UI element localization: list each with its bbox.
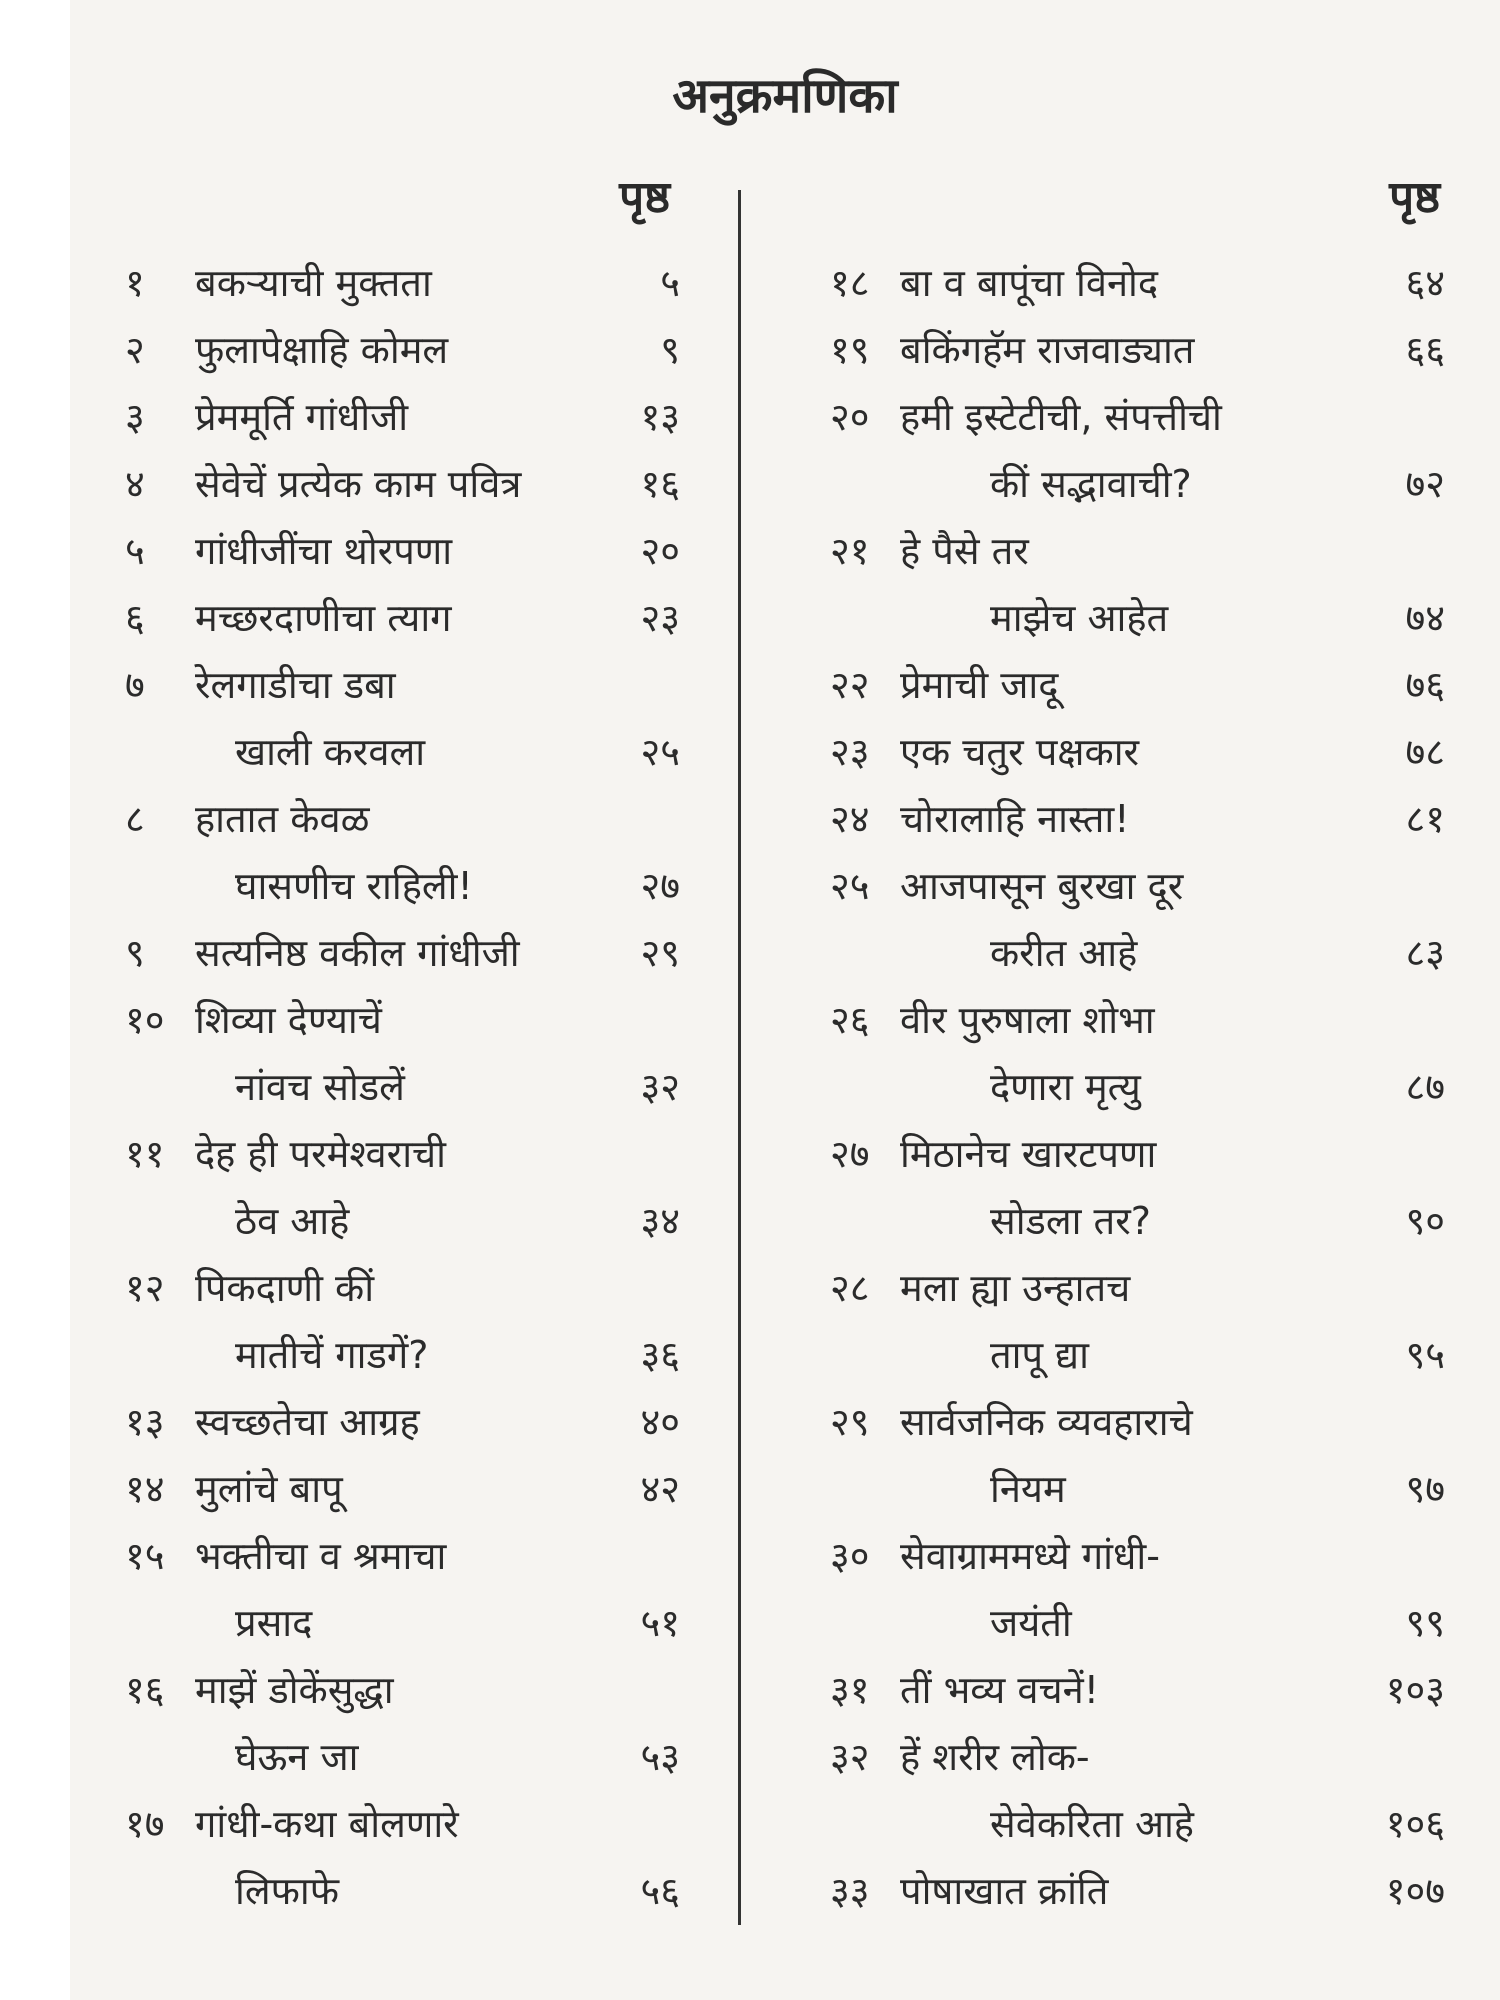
- entry-number: ३३: [830, 1869, 870, 1913]
- toc-entry-line: [830, 1724, 1445, 1791]
- entry-title: तापू द्या: [990, 1333, 1089, 1377]
- toc-entry-line: [125, 451, 680, 518]
- entry-page-number: ७४: [1405, 596, 1445, 640]
- entry-number: २४: [830, 797, 870, 841]
- entry-page-number: २९: [640, 931, 680, 975]
- entry-page-number: ८७: [1405, 1065, 1445, 1109]
- toc-entry-line: [830, 1255, 1445, 1322]
- entry-page-number: ७६: [1405, 663, 1445, 707]
- entry-title: प्रसाद: [235, 1601, 313, 1645]
- entry-number: १०: [125, 998, 165, 1042]
- book-page: [70, 0, 1500, 2000]
- toc-entry-line: [830, 1188, 1445, 1255]
- toc-entry-line: [125, 384, 680, 451]
- toc-entry-line: [125, 1054, 680, 1121]
- entry-page-number: १०६: [1385, 1802, 1445, 1846]
- entry-title: सत्यनिष्ठ वकील गांधीजी: [195, 931, 520, 975]
- entry-title: जयंती: [990, 1601, 1072, 1645]
- entry-title: माझें डोकेंसुद्धा: [195, 1668, 394, 1712]
- toc-entry-line: [830, 1121, 1445, 1188]
- entry-title: पिकदाणी कीं: [195, 1266, 375, 1310]
- toc-entry-line: [830, 317, 1445, 384]
- toc-entry-line: [125, 1590, 680, 1657]
- toc-entry-line: [830, 1858, 1445, 1925]
- toc-entry-line: [830, 987, 1445, 1054]
- entry-title: लिफाफे: [235, 1869, 340, 1913]
- entry-page-number: ९९: [1405, 1601, 1445, 1645]
- toc-entry-line: [125, 1858, 680, 1925]
- entry-page-number: ९: [660, 328, 680, 372]
- toc-entry-line: [125, 1456, 680, 1523]
- entry-title: मला ह्या उन्हातच: [900, 1266, 1131, 1310]
- toc-entry-line: [125, 920, 680, 987]
- entry-title: घेऊन जा: [235, 1735, 359, 1779]
- entry-number: ८: [125, 797, 145, 841]
- entry-title: स्वच्छतेचा आग्रह: [195, 1400, 420, 1444]
- toc-entry-line: [830, 451, 1445, 518]
- entry-title: हे पैसे तर: [900, 529, 1029, 573]
- entry-number: ४: [125, 462, 145, 506]
- entry-title: सोडला तर?: [990, 1199, 1151, 1243]
- entry-page-number: ६६: [1405, 328, 1445, 372]
- entry-title: माझेच आहेत: [990, 596, 1169, 640]
- entry-page-number: ६४: [1405, 261, 1445, 305]
- right-toc-column: [830, 250, 1445, 1925]
- entry-number: २: [125, 328, 145, 372]
- entry-title: मिठानेच खारटपणा: [900, 1132, 1157, 1176]
- entry-page-number: ९५: [1405, 1333, 1445, 1377]
- entry-number: ५: [125, 529, 145, 573]
- toc-entry-line: [830, 250, 1445, 317]
- entry-number: ७: [125, 663, 145, 707]
- entry-number: २३: [830, 730, 870, 774]
- entry-page-number: १०३: [1385, 1668, 1445, 1712]
- entry-number: २७: [830, 1132, 870, 1176]
- toc-entry-line: [125, 1188, 680, 1255]
- toc-entry-line: [830, 853, 1445, 920]
- entry-page-number: ९०: [1405, 1199, 1445, 1243]
- toc-entry-line: [125, 1255, 680, 1322]
- entry-page-number: ३४: [640, 1199, 680, 1243]
- left-page-header: पृष्ठ: [619, 172, 670, 223]
- entry-page-number: ३२: [640, 1065, 680, 1109]
- left-toc-column: [125, 250, 680, 1925]
- entry-page-number: ५३: [640, 1735, 680, 1779]
- entry-page-number: १०७: [1385, 1869, 1445, 1913]
- entry-title: भक्तीचा व श्रमाचा: [195, 1534, 447, 1578]
- entry-number: ३०: [830, 1534, 870, 1578]
- entry-page-number: ५१: [640, 1601, 680, 1645]
- entry-number: १९: [830, 328, 870, 372]
- entry-title: मुलांचे बापू: [195, 1467, 343, 1511]
- entry-number: १३: [125, 1400, 165, 1444]
- entry-page-number: ९७: [1405, 1467, 1445, 1511]
- entry-title: हातात केवळ: [195, 797, 370, 841]
- toc-entry-line: [830, 585, 1445, 652]
- toc-entry-line: [125, 1724, 680, 1791]
- entry-title: आजपासून बुरखा दूर: [900, 864, 1184, 908]
- entry-title: ठेव आहे: [235, 1199, 350, 1243]
- toc-entry-line: [830, 518, 1445, 585]
- entry-number: २९: [830, 1400, 870, 1444]
- toc-entry-line: [830, 1523, 1445, 1590]
- entry-title: कीं सद्भावाची?: [990, 462, 1192, 506]
- entry-title: गांधीजींचा थोरपणा: [195, 529, 453, 573]
- entry-title: तीं भव्य वचनें!: [900, 1668, 1099, 1712]
- entry-page-number: २५: [640, 730, 680, 774]
- entry-number: १: [125, 261, 145, 305]
- toc-entry-line: [125, 518, 680, 585]
- toc-entry-line: [830, 1657, 1445, 1724]
- entry-title: बा व बापूंचा विनोद: [900, 261, 1159, 305]
- entry-number: ३२: [830, 1735, 870, 1779]
- entry-title: चोरालाहि नास्ता!: [900, 797, 1130, 841]
- toc-entry-line: [830, 786, 1445, 853]
- entry-page-number: १६: [640, 462, 680, 506]
- entry-number: ३: [125, 395, 145, 439]
- entry-page-number: ५: [660, 261, 680, 305]
- entry-number: ११: [125, 1132, 165, 1176]
- toc-entry-line: [125, 786, 680, 853]
- toc-entry-line: [125, 1657, 680, 1724]
- entry-title: एक चतुर पक्षकार: [900, 730, 1140, 774]
- toc-entry-line: [125, 1389, 680, 1456]
- entry-number: १५: [125, 1534, 165, 1578]
- toc-entry-line: [830, 384, 1445, 451]
- entry-page-number: ३६: [640, 1333, 680, 1377]
- toc-entry-line: [830, 1590, 1445, 1657]
- entry-title: मच्छरदाणीचा त्याग: [195, 596, 452, 640]
- toc-entry-line: [830, 719, 1445, 786]
- entry-number: २१: [830, 529, 870, 573]
- entry-number: ९: [125, 931, 145, 975]
- entry-title: हें शरीर लोक-: [900, 1735, 1090, 1779]
- toc-entry-line: [125, 585, 680, 652]
- entry-title: नांवच सोडलें: [235, 1065, 405, 1109]
- entry-title: सेवेकरिता आहे: [990, 1802, 1194, 1846]
- entry-title: रेलगाडीचा डबा: [195, 663, 396, 707]
- entry-title: सेवेचें प्रत्येक काम पवित्र: [195, 462, 522, 506]
- entry-number: ६: [125, 596, 145, 640]
- toc-entry-line: [830, 1389, 1445, 1456]
- entry-number: १८: [830, 261, 870, 305]
- toc-entry-line: [830, 652, 1445, 719]
- entry-number: २५: [830, 864, 870, 908]
- page-title: अनुक्रमणिका: [672, 68, 898, 124]
- entry-page-number: ५६: [640, 1869, 680, 1913]
- toc-entry-line: [830, 920, 1445, 987]
- toc-entry-line: [830, 1456, 1445, 1523]
- entry-title: बकिंगहॅम राजवाड्यात: [900, 328, 1195, 372]
- entry-title: नियम: [990, 1467, 1066, 1511]
- entry-page-number: ७८: [1405, 730, 1445, 774]
- entry-page-number: ८१: [1405, 797, 1445, 841]
- entry-title: प्रेमाची जादू: [900, 663, 1059, 707]
- entry-page-number: १३: [640, 395, 680, 439]
- toc-entry-line: [125, 1121, 680, 1188]
- toc-entry-line: [125, 987, 680, 1054]
- toc-entry-line: [125, 317, 680, 384]
- entry-page-number: २०: [640, 529, 680, 573]
- toc-entry-line: [125, 1523, 680, 1590]
- entry-page-number: ७२: [1405, 462, 1445, 506]
- toc-entry-line: [830, 1054, 1445, 1121]
- toc-entry-line: [125, 1322, 680, 1389]
- entry-number: २०: [830, 395, 870, 439]
- toc-entry-line: [125, 719, 680, 786]
- entry-title: मातीचें गाडगें?: [235, 1333, 429, 1377]
- entry-title: गांधी-कथा बोलणारे: [195, 1802, 459, 1846]
- right-page-header: पृष्ठ: [1389, 172, 1440, 223]
- column-divider: [738, 190, 741, 1925]
- entry-page-number: ४२: [640, 1467, 680, 1511]
- entry-title: हमी इस्टेटीची, संपत्तीची: [900, 395, 1222, 439]
- entry-title: सार्वजनिक व्यवहाराचे: [900, 1400, 1193, 1444]
- entry-number: १४: [125, 1467, 165, 1511]
- entry-title: फुलापेक्षाहि कोमल: [195, 328, 449, 372]
- entry-title: वीर पुरुषाला शोभा: [900, 998, 1155, 1042]
- entry-page-number: ४०: [640, 1400, 680, 1444]
- entry-page-number: २३: [640, 596, 680, 640]
- entry-number: २८: [830, 1266, 870, 1310]
- entry-title: प्रेममूर्ति गांधीजी: [195, 395, 409, 439]
- toc-entry-line: [125, 250, 680, 317]
- entry-number: १२: [125, 1266, 165, 1310]
- toc-entry-line: [125, 652, 680, 719]
- entry-title: पोषाखात क्रांति: [900, 1869, 1109, 1913]
- toc-entry-line: [830, 1791, 1445, 1858]
- entry-title: देह ही परमेश्वराची: [195, 1132, 447, 1176]
- entry-title: देणारा मृत्यु: [990, 1065, 1141, 1109]
- entry-title: घासणीच राहिली!: [235, 864, 473, 908]
- entry-number: २६: [830, 998, 870, 1042]
- toc-entry-line: [830, 1322, 1445, 1389]
- entry-number: ३१: [830, 1668, 870, 1712]
- toc-entry-line: [125, 853, 680, 920]
- entry-number: २२: [830, 663, 870, 707]
- entry-page-number: ८३: [1405, 931, 1445, 975]
- entry-title: बकऱ्याची मुक्तता: [195, 261, 432, 305]
- entry-page-number: २७: [640, 864, 680, 908]
- entry-title: सेवाग्राममध्ये गांधी-: [900, 1534, 1160, 1578]
- entry-title: शिव्या देण्याचें: [195, 998, 382, 1042]
- entry-number: १७: [125, 1802, 165, 1846]
- entry-title: करीत आहे: [990, 931, 1138, 975]
- entry-number: १६: [125, 1668, 165, 1712]
- entry-title: खाली करवला: [235, 730, 426, 774]
- toc-entry-line: [125, 1791, 680, 1858]
